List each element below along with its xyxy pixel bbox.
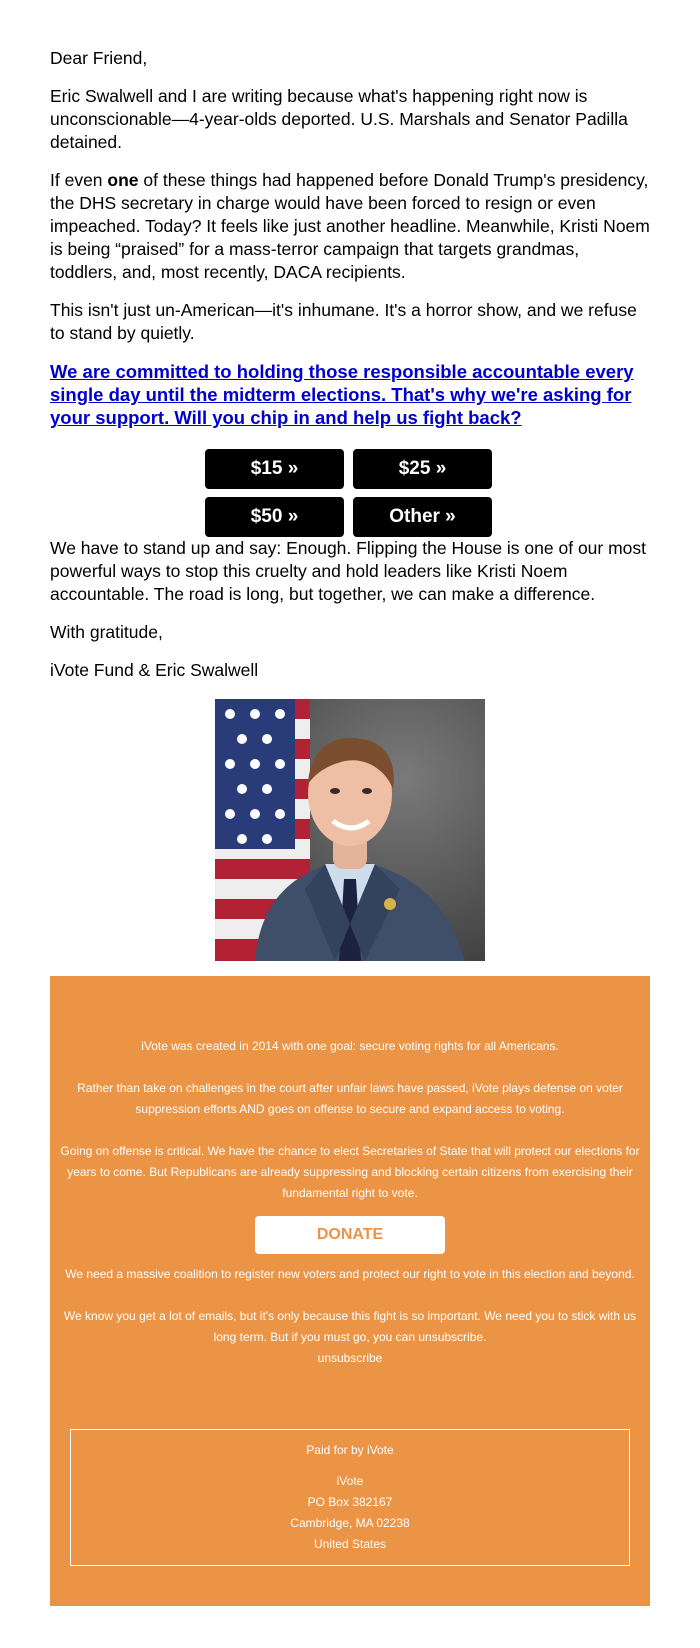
portrait-illustration bbox=[215, 699, 485, 961]
paragraph-1: Eric Swalwell and I are writing because what's happening right now is unconscionable—4-year-olds deported. U.S. Marshals and Senator Padilla detained. bbox=[50, 86, 628, 152]
letter bbox=[50, 47, 650, 682]
donation-buttons bbox=[205, 449, 495, 537]
greeting: Dear Friend, bbox=[50, 48, 148, 68]
paid-for-box bbox=[70, 1429, 630, 1566]
donate-other-button[interactable]: Other » bbox=[353, 497, 492, 537]
unsubscribe-link[interactable]: unsubscribe bbox=[317, 1351, 383, 1365]
paragraph-3: This isn't just un-American—it's inhumane. It's a horror show, and we refuse to stand by quietly. bbox=[50, 300, 637, 343]
footer-paragraph-1: iVote was created in 2014 with one goal: secure voting rights for all Americans. bbox=[141, 1039, 559, 1053]
donate-50-button[interactable]: $50 » bbox=[205, 497, 344, 537]
donate-15-button[interactable]: $15 » bbox=[205, 449, 344, 489]
donate-button[interactable]: DONATE bbox=[255, 1216, 445, 1254]
paragraph-4: We have to stand up and say: Enough. Flipping the House is one of our most powerful ways to stop this cruelty and hold leaders like Kristi Noem accountable. The road is long, but together, we can make a difference. bbox=[50, 538, 647, 604]
portrait-photo bbox=[215, 699, 485, 961]
footer-paragraph-2: Rather than take on challenges in the court after unfair laws have passed, iVote plays defense on voter suppression efforts AND goes on offense to secure and expand access to voting. bbox=[77, 1081, 623, 1116]
org-name: iVote bbox=[336, 1474, 364, 1488]
footer-paragraph-4: We need a massive coalition to register new voters and protect our right to vote in this election and beyond. bbox=[65, 1267, 635, 1281]
paragraph-2-end: of these things had happened before Donald Trump's presidency, the DHS secretary in charge would have been forced to resign or even impeached. Today? It feels like just another headline. Meanwhile, Kristi Noem is being “praised” for a mass-terror campaign that targets grandmas, toddlers, and, most recently, DACA recipients. bbox=[50, 170, 650, 282]
paragraph-2-start: If even bbox=[50, 170, 108, 190]
paragraph-2 bbox=[50, 169, 650, 284]
email-body bbox=[50, 0, 650, 1606]
footer-paragraph-5: We know you get a lot of emails, but it's only because this fight is so important. We need you to stick with us long term. But if you must go, you can unsubscribe. bbox=[63, 1309, 637, 1344]
footer bbox=[50, 976, 650, 1606]
po-box: PO Box 382167 bbox=[307, 1495, 393, 1509]
paid-for-label: Paid for by iVote bbox=[306, 1443, 394, 1457]
donate-25-button[interactable]: $25 » bbox=[353, 449, 492, 489]
closing: With gratitude, bbox=[50, 622, 163, 642]
signature: iVote Fund & Eric Swalwell bbox=[50, 660, 259, 680]
footer-paragraph-3: Going on offense is critical. We have the chance to elect Secretaries of State that will protect our elections for years to come. But Republicans are already suppressing and blocking certain citizens from exercising their fundamental right to vote. bbox=[60, 1144, 640, 1200]
donation-appeal-link[interactable]: We are committed to holding those responsible accountable every single day until the midterm elections. That's why we're asking for your support. Will you chip in and help us fight back? bbox=[50, 361, 634, 428]
paragraph-2-bold: one bbox=[107, 170, 139, 190]
country: United States bbox=[313, 1537, 387, 1551]
city-zip: Cambridge, MA 02238 bbox=[290, 1516, 410, 1530]
